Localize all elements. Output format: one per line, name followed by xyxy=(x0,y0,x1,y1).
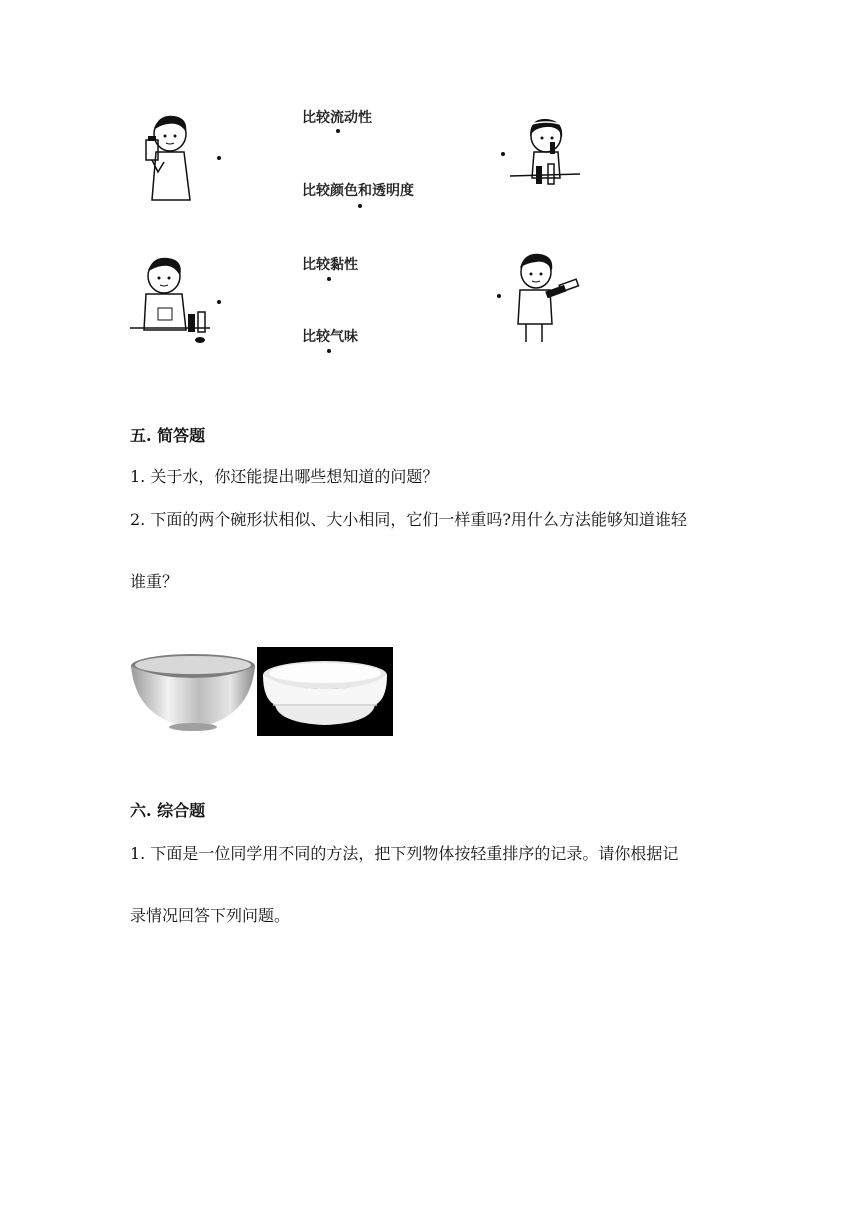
label-color-transparency: 比较颜色和透明度 xyxy=(302,183,414,199)
dot-label-fluidity[interactable] xyxy=(336,129,340,133)
label-smell: 比较气味 xyxy=(302,329,358,345)
child-at-table-figure xyxy=(130,256,214,346)
child-smelling-bottle-figure xyxy=(510,116,582,194)
section-5-heading: 五. 简答题 xyxy=(130,426,206,445)
dot-child-1[interactable] xyxy=(217,156,221,160)
dot-label-smell[interactable] xyxy=(327,349,331,353)
dot-child-4[interactable] xyxy=(497,294,501,298)
section-5-question-1: 1. 关于水，你还能提出哪些想知道的问题？ xyxy=(130,467,439,486)
steel-bowl-photo xyxy=(130,648,257,732)
dot-label-color-transparency[interactable] xyxy=(358,204,362,208)
label-fluidity: 比较流动性 xyxy=(302,110,372,126)
section-5-question-2-line-1: 2. 下面的两个碗形状相似、大小相同，它们一样重吗?用什么方法能够知道谁轻 xyxy=(130,510,687,529)
child-drawing-icon xyxy=(130,256,214,346)
section-5-question-2-line-2: 谁重？ xyxy=(130,572,179,591)
label-viscosity: 比较黏性 xyxy=(302,257,358,273)
section-6-heading: 六. 综合题 xyxy=(130,801,206,820)
dot-child-2[interactable] xyxy=(501,152,505,156)
child-drawing-icon xyxy=(132,112,204,204)
section-6-question-1-line-2: 录情况回答下列问题。 xyxy=(130,906,291,925)
child-drawing-icon xyxy=(510,252,582,344)
dot-label-viscosity[interactable] xyxy=(327,277,331,281)
child-drawing-icon xyxy=(510,116,582,194)
white-bowl-photo xyxy=(257,647,393,736)
child-tilting-bottles-figure xyxy=(510,252,582,344)
dot-child-3[interactable] xyxy=(217,300,221,304)
section-6-question-1-line-1: 1. 下面是一位同学用不同的方法，把下列物体按轻重排序的记录。请你根据记 xyxy=(130,844,679,863)
child-looking-bottle-figure xyxy=(132,112,204,204)
